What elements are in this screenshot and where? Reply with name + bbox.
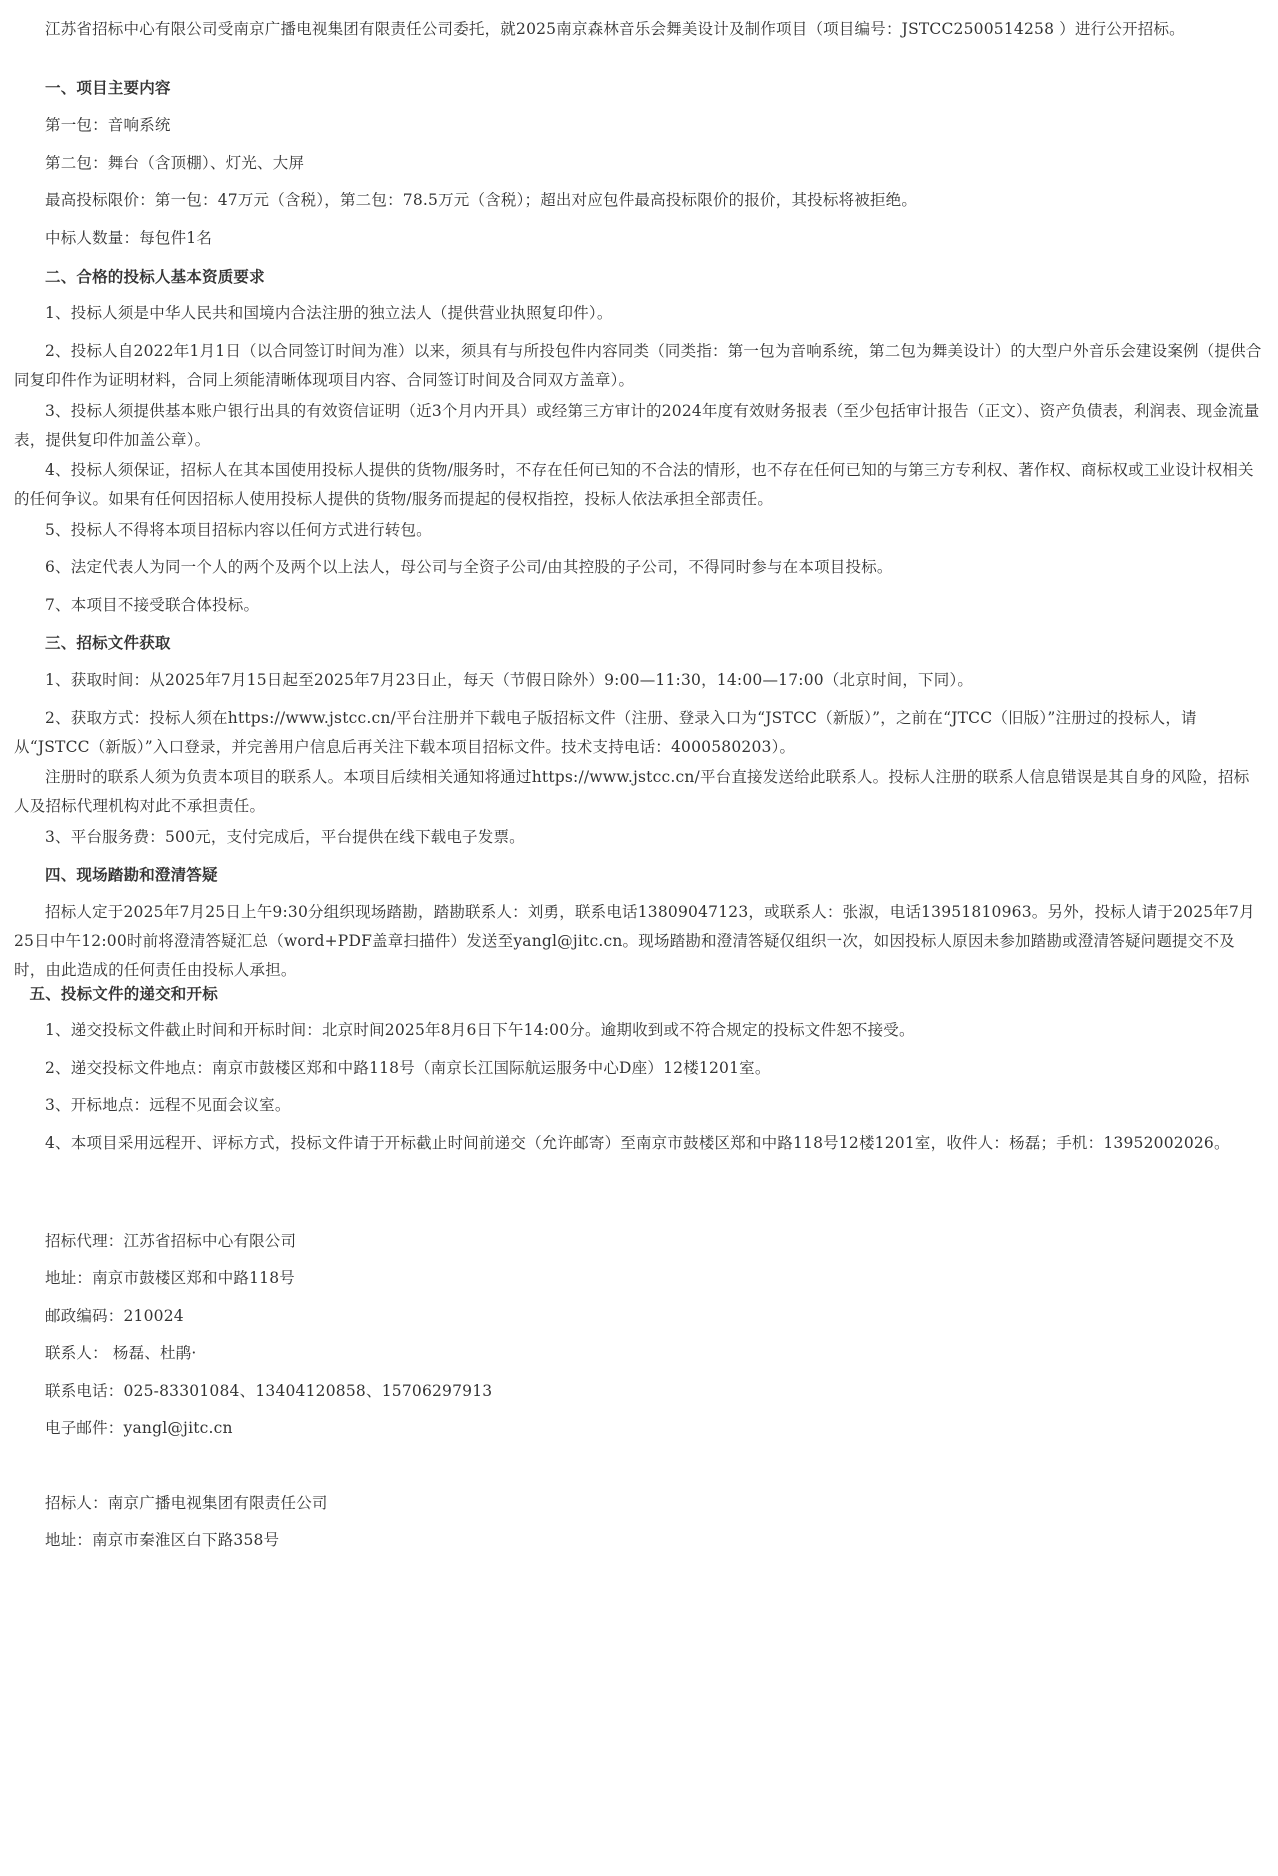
section-2-item: 5、投标人不得将本项目招标内容以任何方式进行转包。 (45, 521, 432, 539)
agent-phone: 联系电话：025-83301084、13404120858、15706297913 (45, 1382, 493, 1400)
agent-email: 电子邮件：yangl@jitc.cn (45, 1419, 233, 1437)
agent-contact: 联系人： 杨磊、杜鹃· (45, 1344, 197, 1362)
section-1-item: 中标人数量：每包件1名 (45, 229, 213, 247)
section-4-heading: 四、现场踏勘和澄清答疑 (45, 865, 218, 884)
section-1-item: 第二包：舞台（含顶棚）、灯光、大屏 (45, 154, 305, 172)
section-5-item: 1、递交投标文件截止时间和开标时间：北京时间2025年8月6日下午14:00分。逾期收到或不符合规定的投标文件恕不接受。 (45, 1021, 915, 1039)
section-2-item: 7、本项目不接受联合体投标。 (45, 596, 260, 614)
intro-paragraph: 江苏省招标中心有限公司受南京广播电视集团有限责任公司委托，就2025南京森林音乐会舞美设计及制作项目（项目编号：JSTCC2500514258 ）进行公开招标。 (45, 20, 1185, 38)
tenderer-name: 招标人：南京广播电视集团有限责任公司 (45, 1494, 328, 1512)
section-5-item: 2、递交投标文件地点：南京市鼓楼区郑和中路118号（南京长江国际航运服务中心D座）12楼1201室。 (45, 1059, 771, 1077)
section-3-item: 3、平台服务费：500元，支付完成后，平台提供在线下载电子发票。 (45, 828, 525, 846)
agent-postcode: 邮政编码：210024 (45, 1307, 184, 1325)
section-5-heading: 五、投标文件的递交和开标 (29, 984, 218, 1003)
agent-address: 地址：南京市鼓楼区郑和中路118号 (45, 1269, 295, 1287)
section-1-heading: 一、项目主要内容 (45, 78, 171, 97)
section-1-item: 第一包：音响系统 (45, 116, 171, 134)
tenderer-address: 地址：南京市秦淮区白下路358号 (45, 1531, 280, 1549)
section-2-item: 1、投标人须是中华人民共和国境内合法注册的独立法人（提供营业执照复印件）。 (45, 304, 613, 322)
section-2-heading: 二、合格的投标人基本资质要求 (45, 267, 265, 286)
section-5-item: 4、本项目采用远程开、评标方式，投标文件请于开标截止时间前递交（允许邮寄）至南京市鼓楼区郑和中路118号12楼1201室，收件人：杨磊；手机：13952002026。 (45, 1134, 1230, 1152)
section-2-item: 4、投标人须保证，招标人在其本国使用投标人提供的货物/服务时，不存在任何已知的不合法的情形，也不存在任何已知的与第三方专利权、著作权、商标权或工业设计权相关的任何争议。如果有任何因招标人使用投标人提供的货物/服务而提起的侵权指控，投标人依法承担全部责任。 (14, 461, 1254, 508)
section-3-item: 1、获取时间：从2025年7月15日起至2025年7月23日止，每天（节假日除外）9:00—11:30，14:00—17:00（北京时间，下同）。 (45, 671, 974, 689)
agent-name: 招标代理：江苏省招标中心有限公司 (45, 1232, 297, 1250)
section-3-heading: 三、招标文件获取 (45, 633, 171, 652)
section-3-item: 2、获取方式：投标人须在https://www.jstcc.cn/平台注册并下载电子版招标文件（注册、登录入口为“JSTCC（新版）”，之前在“JTCC（旧版）”注册过的投标人，请从“JSTCC（新版）”入口登录，并完善用户信息后再关注下载本项目招标文件。技术支持电话：4000580203）。 (14, 709, 1197, 756)
section-2-item: 2、投标人自2022年1月1日（以合同签订时间为准）以来，须具有与所投包件内容同类（同类指：第一包为音响系统，第二包为舞美设计）的大型户外音乐会建设案例（提供合同复印件作为证明材料，合同上须能清晰体现项目内容、合同签订时间及合同双方盖章）。 (14, 342, 1262, 389)
section-1-item: 最高投标限价：第一包：47万元（含税），第二包：78.5万元（含税）；超出对应包件最高投标限价的报价，其投标将被拒绝。 (45, 191, 918, 209)
section-5-item: 3、开标地点：远程不见面会议室。 (45, 1096, 291, 1114)
section-4-item: 招标人定于2025年7月25日上午9:30分组织现场踏勘，踏勘联系人：刘勇，联系电话13809047123，或联系人：张淑，电话13951810963。另外，投标人请于2025年7月25日中午12:00时前将澄清答疑汇总（word+PDF盖章扫描件）发送至yangl@jitc.cn。现场踏勘和澄清答疑仅组织一次，如因投标人原因未参加踏勘或澄清答疑问题提交不及时，由此造成的任何责任由投标人承担。 (14, 903, 1255, 979)
section-2-item: 3、投标人须提供基本账户银行出具的有效资信证明（近3个月内开具）或经第三方审计的2024年度有效财务报表（至少包括审计报告（正文）、资产负债表，利润表、现金流量表，提供复印件加盖公章）。 (14, 402, 1260, 449)
section-2-item: 6、法定代表人为同一个人的两个及两个以上法人，母公司与全资子公司/由其控股的子公司，不得同时参与在本项目投标。 (45, 558, 893, 576)
section-3-item: 注册时的联系人须为负责本项目的联系人。本项目后续相关通知将通过https://www.jstcc.cn/平台直接发送给此联系人。投标人注册的联系人信息错误是其自身的风险，招标人及招标代理机构对此不承担责任。 (14, 768, 1250, 815)
